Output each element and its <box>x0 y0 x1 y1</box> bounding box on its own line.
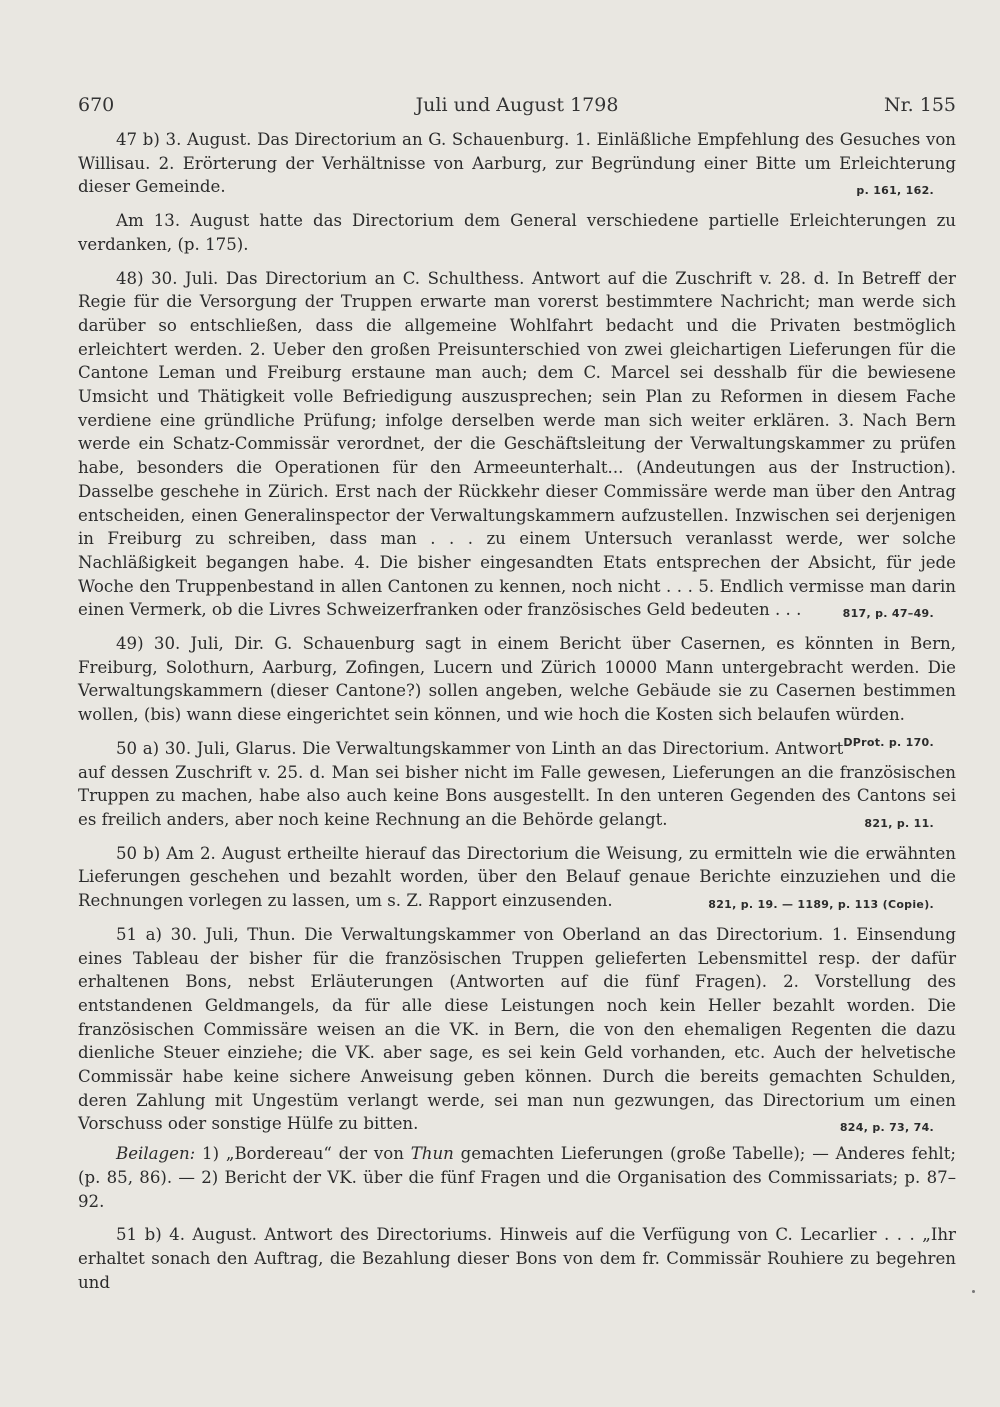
source-reference: 821, p. 11. <box>864 816 934 830</box>
document-number: Nr. 155 <box>884 94 956 116</box>
entry-text: 51 b) 4. August. Antwort des Directoriums. Hinweis auf die Verfügung von C. Lecarlier . . . „Ihr erhaltet sonach den Auftrag, die Bezahlung dieser Bons von dem fr. Commissär Rouhiere zu begehren und <box>78 1225 956 1292</box>
source-reference: 821, p. 19. — 1189, p. 113 (Copie). <box>708 898 934 912</box>
beilagen-text-2: gemachten Lieferungen (große Tabelle); — Anderes fehlt; (p. 85, 86). — 2) Bericht der VK. über die fünf Fragen und die Organisation des Commissariats; p. 87–92. <box>78 1144 956 1211</box>
entry-51b <box>78 1223 956 1294</box>
entry-text: 51 a) 30. Juli, Thun. Die Verwaltungskammer von Oberland an das Directorium. 1. Einsendung eines Tableau der bisher für die französischen Truppen gelieferten Lebensmittel resp. der dafür erhaltenen Bons, nebst Erläuterungen (Antworten auf die fünf Fragen). 2. Vorstellung des entstandenen Geldmangels, da für alle diese Leistungen noch kein Heller bezahlt worden. Die französischen Commissäre weisen an die VK. in Bern, die von den ehemaligen Regenten die dazu dienliche Steuer einziehe; die VK. aber sage, es sei kein Geld vorhanden, etc. Auch der helvetische Commissär habe keine sichere Anweisung geben können. Durch die bereits gemachten Schulden, deren Zahlung mit Ungestüm verlangt werde, sei man nun gezwungen, das Directorium um einen Vorschuss oder sonstige Hülfe zu bitten. <box>78 924 956 1134</box>
beilagen-label: Beilagen: <box>116 1144 196 1164</box>
source-reference: 824, p. 73, 74. <box>839 1121 934 1135</box>
page-number: 670 <box>78 94 115 116</box>
entry-50b <box>78 842 956 913</box>
source-reference: p. 161, 162. <box>856 184 934 198</box>
source-reference: 817, p. 47–49. <box>842 607 934 621</box>
entry-text: 50 a) 30. Juli, Glarus. Die Verwaltungskammer von Linth an das Directorium. Antwort auf dessen Zuschrift v. 25. d. Man sei bisher nicht im Falle gewesen, Lieferungen an die französischen Truppen zu machen, habe also auch keine Bons ausgestellt. In den unteren Gegenden des Cantons sei es freilich anders, aber noch keine Rechnung an die Behörde gelangt. <box>78 738 956 829</box>
page-header <box>78 94 956 124</box>
beilagen-text-1: 1) „Bordereau“ der von <box>195 1144 411 1164</box>
page-body <box>78 128 956 1304</box>
entry-47b <box>78 128 956 199</box>
entry-49 <box>78 632 956 749</box>
entry-text: 50 b) Am 2. August ertheilte hierauf das Directorium die Weisung, zu ermitteln wie die erwähnten Lieferungen geschehen und bezahlt worden, über den Belauf genaue Berichte einzuziehen und die Rechnungen vorlegen zu lassen, um s. Z. Rapport einzusenden. <box>78 843 956 911</box>
entry-note <box>78 209 956 256</box>
entry-50a <box>78 737 956 832</box>
entry-text: 47 b) 3. August. Das Directorium an G. Schauenburg. 1. Einläßliche Empfehlung des Gesuches von Willisau. 2. Erörterung der Verhältnisse von Aarburg, zur Begründung einer Bitte um Erleichterung dieser Gemeinde. <box>78 130 956 197</box>
entry-51a <box>78 923 956 1136</box>
beilagen-paragraph <box>78 1142 956 1213</box>
beilagen-place: Thun <box>410 1144 454 1164</box>
entry-text: 48) 30. Juli. Das Directorium an C. Schulthess. Antwort auf die Zuschrift v. 28. d. In Betreff der Regie für die Versorgung der Truppen erwarte man vorerst bestimmtere Nachricht; man werde sich darüber so entschließen, dass die allgemeine Wohlfahrt bedacht und die Privaten bestmöglich erleichtert werden. 2. Ueber den großen Preisunterschied von zwei gleichartigen Lieferungen für die Cantone Leman und Freiburg erstaune man auch; dem C. Marcel sei desshalb für die bewiesene Umsicht und Thätigkeit volle Befriedigung auszusprechen; sein Plan zu Reformen in diesem Fache verdiene eine gründliche Prüfung; infolge derselben werde man sich weiter erklären. 3. Nach Bern werde ein Schatz-Commissär verordnet, der die Geschäftsleitung der Verwaltungskammer zu prüfen habe, besonders die Operationen für den Armeeunterhalt... (Andeutungen aus der Instruction). Dasselbe geschehe in Zürich. Erst nach der Rückkehr dieser Commissäre werde man über den Antrag entscheiden, einen Generalinspector der Verwaltungskammern aufzustellen. Inzwischen sei derjenigen in Freiburg zu schreiben, dass man . . . zu einem Untersuch veranlasst werde, wer solche Nachläßigkeit begangen habe. 4. Die bisher eingesandten Etats entsprechen der Absicht, für jede Woche den Truppenbestand in allen Cantonen zu kennen, noch nicht . . . 5. Endlich vermisse man darin einen Vermerk, ob die Livres Schweizerfranken oder französisches Geld bedeuten . . . <box>78 268 956 620</box>
entry-text: 49) 30. Juli, Dir. G. Schauenburg sagt in einem Bericht über Casernen, es könnten in Bern, Freiburg, Solothurn, Aarburg, Zofingen, Lucern und Zürich 10000 Mann untergebracht werden. Die Verwaltungskammern (dieser Cantone?) sollen angeben, welche Gebäude sie zu Casernen bestimmen wollen, (bis) wann diese eingerichtet sein können, und wie hoch die Kosten sich belaufen würden. <box>78 634 956 725</box>
running-title: Juli und August 1798 <box>415 94 619 116</box>
entry-48 <box>78 267 956 623</box>
source-reference: DProt. p. 170. <box>843 735 934 749</box>
entry-text: Am 13. August hatte das Directorium dem General verschiedene partielle Erleichterungen zu verdanken, (p. 175). <box>78 211 956 254</box>
paper-speck <box>972 1290 975 1293</box>
